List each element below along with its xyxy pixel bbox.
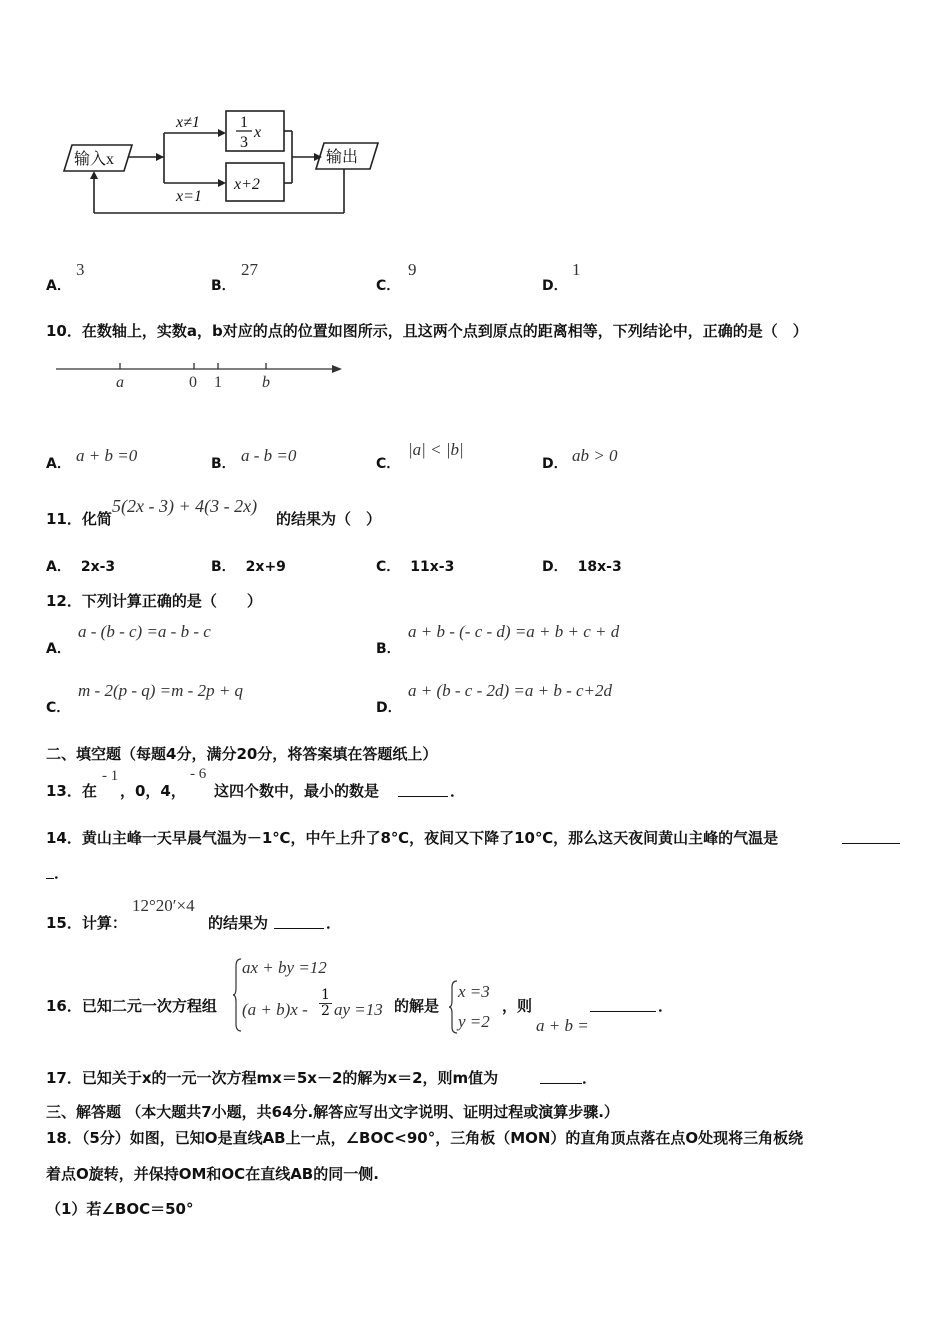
q12-stem: 12．下列计算正确的是（ ）	[46, 592, 262, 610]
q13-answer-blank[interactable]	[398, 782, 448, 797]
system-brace	[232, 958, 242, 1032]
axis-label-0: 0	[189, 374, 197, 391]
q11-option-a[interactable]: A． 2x-3	[46, 559, 116, 575]
flow-box-top-den: 3	[240, 134, 248, 151]
section-3-heading: 三、解答题 （本大题共7小题，共64分.解答应写出文字说明、证明过程或演算步骤.）	[46, 1103, 619, 1121]
q10-options: A． a + b =0 B． a - b =0 C． |a| < |b| D． ab > 0	[46, 440, 618, 472]
q18-sub1: （1）若∠BOC＝50°	[46, 1200, 194, 1218]
number-line-figure	[52, 356, 352, 396]
q15-answer-blank[interactable]	[274, 914, 324, 929]
flow-box-top-num: 1	[240, 114, 248, 131]
section-2-heading: 二、填空题（每题4分，满分20分，将答案填在答题纸上）	[46, 745, 438, 763]
q12-option-b[interactable]: B． a + b - (- c - d) =a + b + c + d	[376, 622, 620, 657]
axis-label-a: a	[116, 374, 124, 391]
flow-box-bottom: x+2	[234, 176, 260, 193]
q15-expression: 12°20′×4	[132, 896, 195, 915]
q9-options: A． 3 B． 27 C． 9 D． 1	[46, 260, 581, 294]
q11-options	[46, 556, 906, 576]
axis-label-b: b	[262, 374, 270, 391]
q12-option-a[interactable]: A． a - (b - c) =a - b - c	[46, 622, 211, 657]
q16-eq2-frac: $\frac{1}{2}$	[321, 987, 330, 1019]
flow-input-label: 输入x	[74, 151, 115, 168]
q12-option-c[interactable]: C． m - 2(p - q) =m - 2p + q	[46, 681, 244, 716]
q14-stem: 14．黄山主峰一天早晨气温为－1℃，中午上升了8℃，夜间又下降了10℃，那么这天夜间黄山主峰的气温是	[46, 829, 779, 847]
q16-sol1: x =3	[458, 982, 490, 1001]
flow-output-label: 输出	[326, 149, 359, 166]
q17-stem: 17．已知关于x的一元一次方程mx＝5x－2的解为x＝2，则m值为	[46, 1069, 499, 1087]
q11-option-c[interactable]: C． 11x-3	[376, 559, 455, 575]
solution-brace	[448, 980, 458, 1034]
flow-cond-top: x≠1	[176, 114, 200, 131]
q16-eq1: ax + by =12	[242, 958, 327, 977]
q15: 15．计算： 12°20′×4 的结果为 ．	[46, 896, 342, 932]
q11-expression: 5(2x - 3) + 4(3 - 2x)	[112, 496, 258, 516]
flow-cond-bottom: x=1	[176, 188, 202, 205]
q16-eq2-right: ay =13	[334, 1000, 383, 1019]
q18-line2: 着点O旋转，并保持OM和OC在直线AB的同一侧.	[46, 1165, 379, 1183]
q17-end: ．	[582, 1069, 598, 1087]
q16: 16．已知二元一次方程组 ax + by =12 (a + b)x - $\frac{1}{2}$ ay =13 的解是 x =3 y =2 ，则 a + b = ．	[46, 958, 674, 1035]
q16-sol2: y =2	[458, 1012, 490, 1031]
q16-ask: a + b =	[536, 1016, 589, 1035]
q14-end: ．	[54, 864, 70, 882]
q18-line1: 18．（5分）如图，已知O是直线AB上一点，∠BOC<90°，三角板（MON）的直角顶点落在点O处现将三角板绕	[46, 1129, 804, 1147]
q10-stem: 10．在数轴上，实数a，b对应的点的位置如图所示，且这两个点到原点的距离相等，下列结论中，正确的是（ ）	[46, 322, 808, 340]
q14-answer-blank-cont[interactable]	[46, 864, 54, 879]
q16-eq2-left: (a + b)x -	[242, 1000, 308, 1019]
q11-option-d[interactable]: D． 18x-3	[542, 559, 622, 575]
flow-box-top-var: x	[254, 124, 262, 141]
q17-answer-blank[interactable]	[540, 1069, 582, 1084]
q12-option-d[interactable]: D． a + (b - c - 2d) =a + b - c+2d	[376, 681, 613, 716]
q11-option-b[interactable]: B． 2x+9	[211, 559, 286, 575]
q13: 13．在 - 1 ，0，4， - 6 这四个数中，最小的数是 ．	[46, 766, 466, 800]
flowchart-figure	[60, 105, 390, 220]
axis-label-1: 1	[214, 374, 222, 391]
q16-answer-blank[interactable]	[590, 997, 656, 1012]
q14-answer-blank[interactable]	[842, 829, 900, 844]
